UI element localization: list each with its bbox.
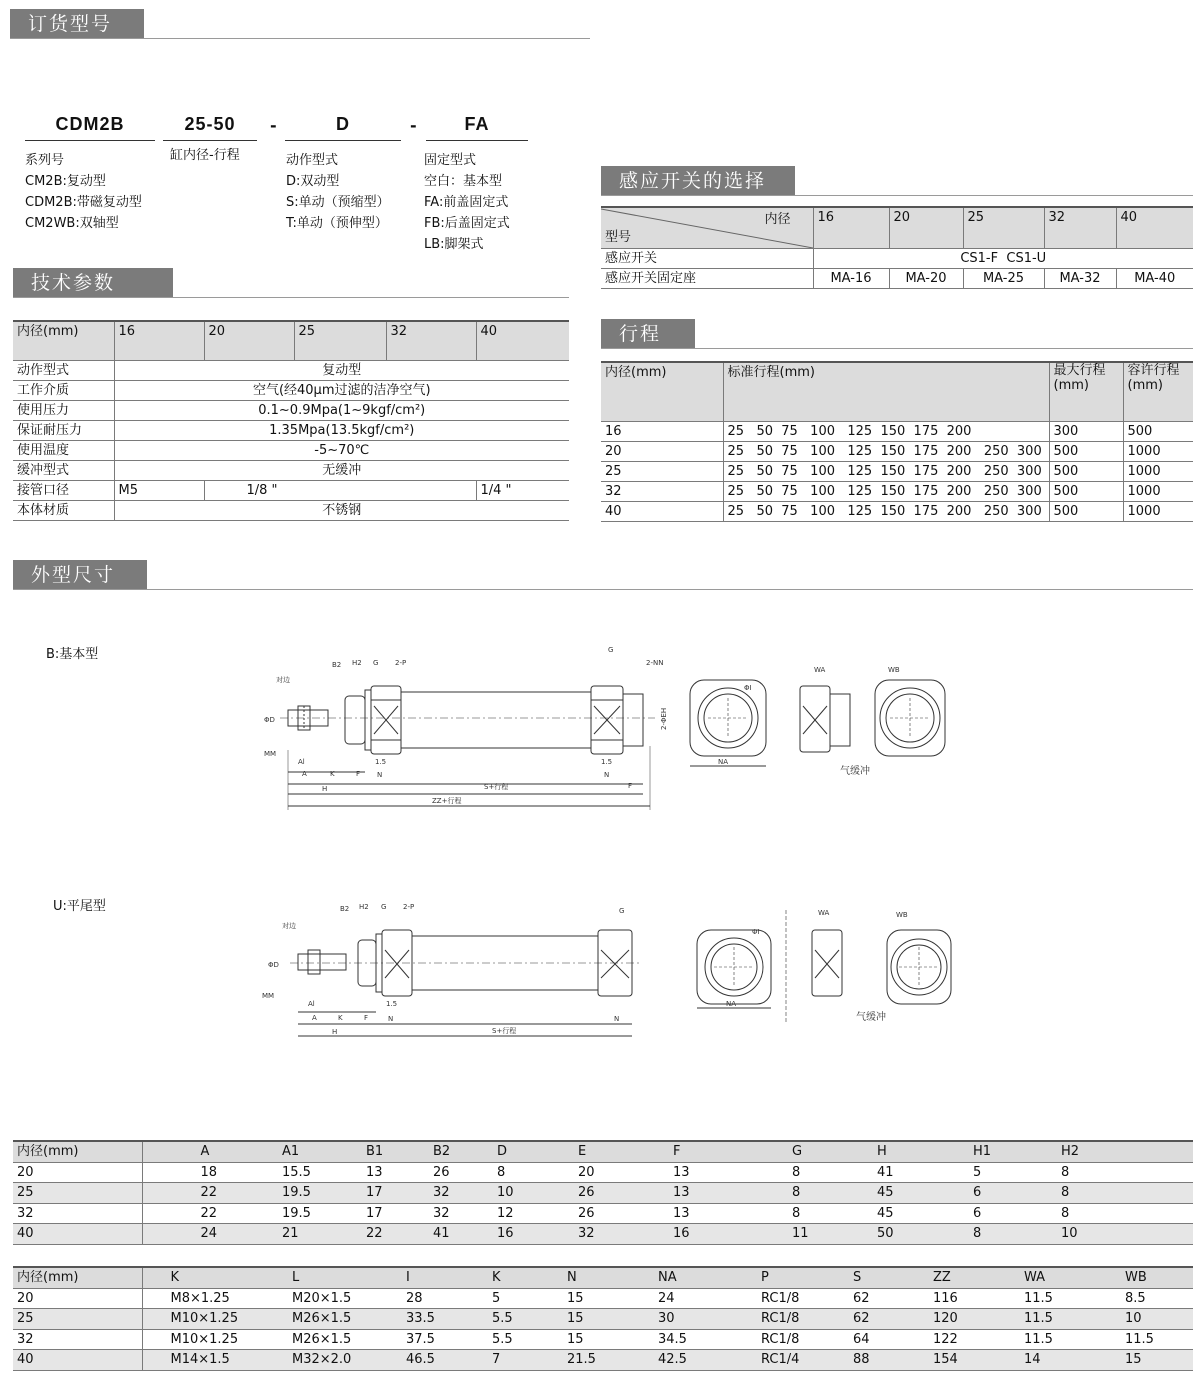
flat-type-drawing [260,900,960,1050]
table-row: 缓冲型式 无缓冲 [13,461,569,481]
section-stroke-title: 行程 [601,319,695,349]
section-sensor-title: 感应开关的选择 [601,166,795,196]
table-row: 保证耐压力 1.35Mpa(13.5kgf/cm²) [13,421,569,441]
table-row: 使用温度 -5~70℃ [13,441,569,461]
order-mount-options: 固定型式 空白：基本型 FA:前盖固定式 FB:后盖固定式 LB:脚架式 [424,153,510,252]
svg-text:K: K [330,770,335,778]
table-row: 动作型式 复动型 [13,361,569,381]
svg-text:对边: 对边 [282,922,296,930]
svg-text:2-P: 2-P [395,659,407,667]
table-row: 25 M10×1.25 M26×1.5 33.5 5.5 15 30 RC1/8 62 120 11.5 10 [13,1309,1193,1330]
svg-text:N: N [377,771,383,779]
svg-text:G: G [373,659,379,667]
table-row: 本体材质 不锈钢 [13,501,569,521]
section-tech-title: 技术参数 [13,268,173,298]
table-row: 使用压力 0.1~0.9Mpa(1~9kgf/cm²) [13,401,569,421]
svg-text:WA: WA [818,909,830,917]
dimension-table-2 [13,1266,1193,1371]
section-tech-header [13,268,569,298]
svg-text:气缓冲: 气缓冲 [840,766,870,777]
dim2-header-row: 内径(mm) K L I K N NA P S ZZ WA WB [13,1267,1193,1288]
svg-text:2-NN: 2-NN [646,659,664,667]
svg-text:2-ΦEH: 2-ΦEH [660,707,668,730]
svg-text:Al: Al [308,1000,315,1008]
section-order-header [10,9,590,39]
svg-text:2-P: 2-P [403,903,415,911]
table-row: 20 18 15.5 13 26 8 20 13 8 41 5 8 [13,1162,1193,1183]
table-row: 32 M10×1.25 M26×1.5 37.5 5.5 15 34.5 RC1/8 64 122 11.5 11.5 [13,1329,1193,1350]
stroke-table [601,361,1193,522]
svg-text:Al: Al [298,758,305,766]
tech-spec-table [13,320,569,521]
table-row: 接管口径 M5 1/8 " 1/4 " [13,481,569,501]
svg-text:1.5: 1.5 [386,1000,398,1008]
svg-text:S+行程: S+行程 [492,1027,517,1035]
svg-text:ΦD: ΦD [264,716,275,724]
table-row: 25 25 50 75 100 125 150 175 200 250 300 500 1000 [601,462,1193,482]
svg-text:B2: B2 [332,661,342,669]
svg-text:NA: NA [726,1000,737,1008]
basic-type-label: B:基本型 [46,647,99,662]
svg-text:F: F [364,1014,369,1022]
svg-text:N: N [604,771,610,779]
table-row: 工作介质 空气(经40μm过滤的洁净空气) [13,381,569,401]
tech-header-row: 内径(mm) 16 20 25 32 40 [13,321,569,361]
svg-text:ΦI: ΦI [744,684,752,692]
table-row: 20 25 50 75 100 125 150 175 200 250 300 500 1000 [601,442,1193,462]
table-row: 25 22 19.5 17 32 10 26 13 8 45 6 8 [13,1183,1193,1204]
svg-text:MM: MM [262,992,275,1000]
order-action-options: 动作型式 D:双动型 S:单动（预缩型） T:单动（预伸型） [286,153,390,231]
table-row: 32 25 50 75 100 125 150 175 200 250 300 500 1000 [601,482,1193,502]
svg-text:N: N [614,1015,620,1023]
order-bore-stroke-label: 缸内径-行程 [170,148,240,163]
svg-text:G: G [608,646,614,654]
svg-text:1.5: 1.5 [375,758,387,766]
table-row: 32 22 19.5 17 32 12 26 13 8 45 6 8 [13,1203,1193,1224]
sensor-switch-table [601,206,1193,289]
table-row: 16 25 50 75 100 125 150 175 200 300 500 [601,422,1193,442]
svg-text:NA: NA [718,758,729,766]
order-code-bore-stroke: 25-50 [163,114,257,141]
order-series-options: 系列号 CM2B:复动型 CDM2B:带磁复动型 CM2WB:双轴型 [25,153,142,231]
dimension-table-1 [13,1140,1193,1245]
svg-text:WB: WB [896,911,908,919]
section-outline-header [13,560,1193,590]
svg-text:ZZ+行程: ZZ+行程 [432,797,462,805]
order-code-dash: - [270,116,277,135]
svg-text:H: H [322,785,328,793]
svg-text:K: K [338,1014,343,1022]
svg-text:WB: WB [888,666,900,674]
table-row: 感应开关 CS1-F CS1-U [601,249,1193,269]
order-code-mount: FA [426,114,528,141]
section-outline-title: 外型尺寸 [13,560,147,590]
table-row: 感应开关固定座 MA-16 MA-20 MA-25 MA-32 MA-40 [601,269,1193,289]
section-sensor-header [601,166,1193,196]
svg-text:H2: H2 [352,659,362,667]
svg-text:WA: WA [814,666,826,674]
section-order-title: 订货型号 [10,9,144,39]
svg-text:1.5: 1.5 [601,758,613,766]
svg-text:H2: H2 [359,903,369,911]
svg-text:N: N [388,1015,394,1023]
section-stroke-header [601,319,1193,349]
svg-text:F: F [628,782,633,790]
order-code-action: D [285,114,401,141]
svg-text:气缓冲: 气缓冲 [856,1012,886,1023]
svg-text:F: F [356,770,361,778]
table-row: 20 M8×1.25 M20×1.5 28 5 15 24 RC1/8 62 116 11.5 8.5 [13,1288,1193,1309]
svg-text:H: H [332,1028,338,1036]
sensor-header-row: 内径 型号 16 20 25 32 40 [601,207,1193,249]
svg-text:MM: MM [264,750,277,758]
svg-text:B2: B2 [340,905,350,913]
svg-text:ΦI: ΦI [752,928,760,936]
svg-text:G: G [381,903,387,911]
flat-type-label: U:平尾型 [53,899,106,914]
svg-text:S+行程: S+行程 [484,783,509,791]
order-code-dash: - [410,116,417,135]
svg-text:ΦD: ΦD [268,961,279,969]
svg-text:G: G [619,907,625,915]
stroke-header-row: 内径(mm) 标准行程(mm) 最大行程 (mm) 容许行程 (mm) [601,362,1193,422]
table-row: 40 24 21 22 41 16 32 16 11 50 8 10 [13,1224,1193,1245]
svg-text:对边: 对边 [276,676,290,684]
dim1-header-row: 内径(mm) A A1 B1 B2 D E F G H H1 H2 [13,1141,1193,1162]
sensor-corner-cell: 内径 型号 [601,207,813,249]
table-row: 40 25 50 75 100 125 150 175 200 250 300 500 1000 [601,502,1193,522]
basic-type-drawing [260,640,960,820]
svg-text:A: A [302,770,307,778]
svg-text:A: A [312,1014,317,1022]
order-code-series: CDM2B [25,114,155,141]
table-row: 40 M14×1.5 M32×2.0 46.5 7 21.5 42.5 RC1/4 88 154 14 15 [13,1350,1193,1371]
